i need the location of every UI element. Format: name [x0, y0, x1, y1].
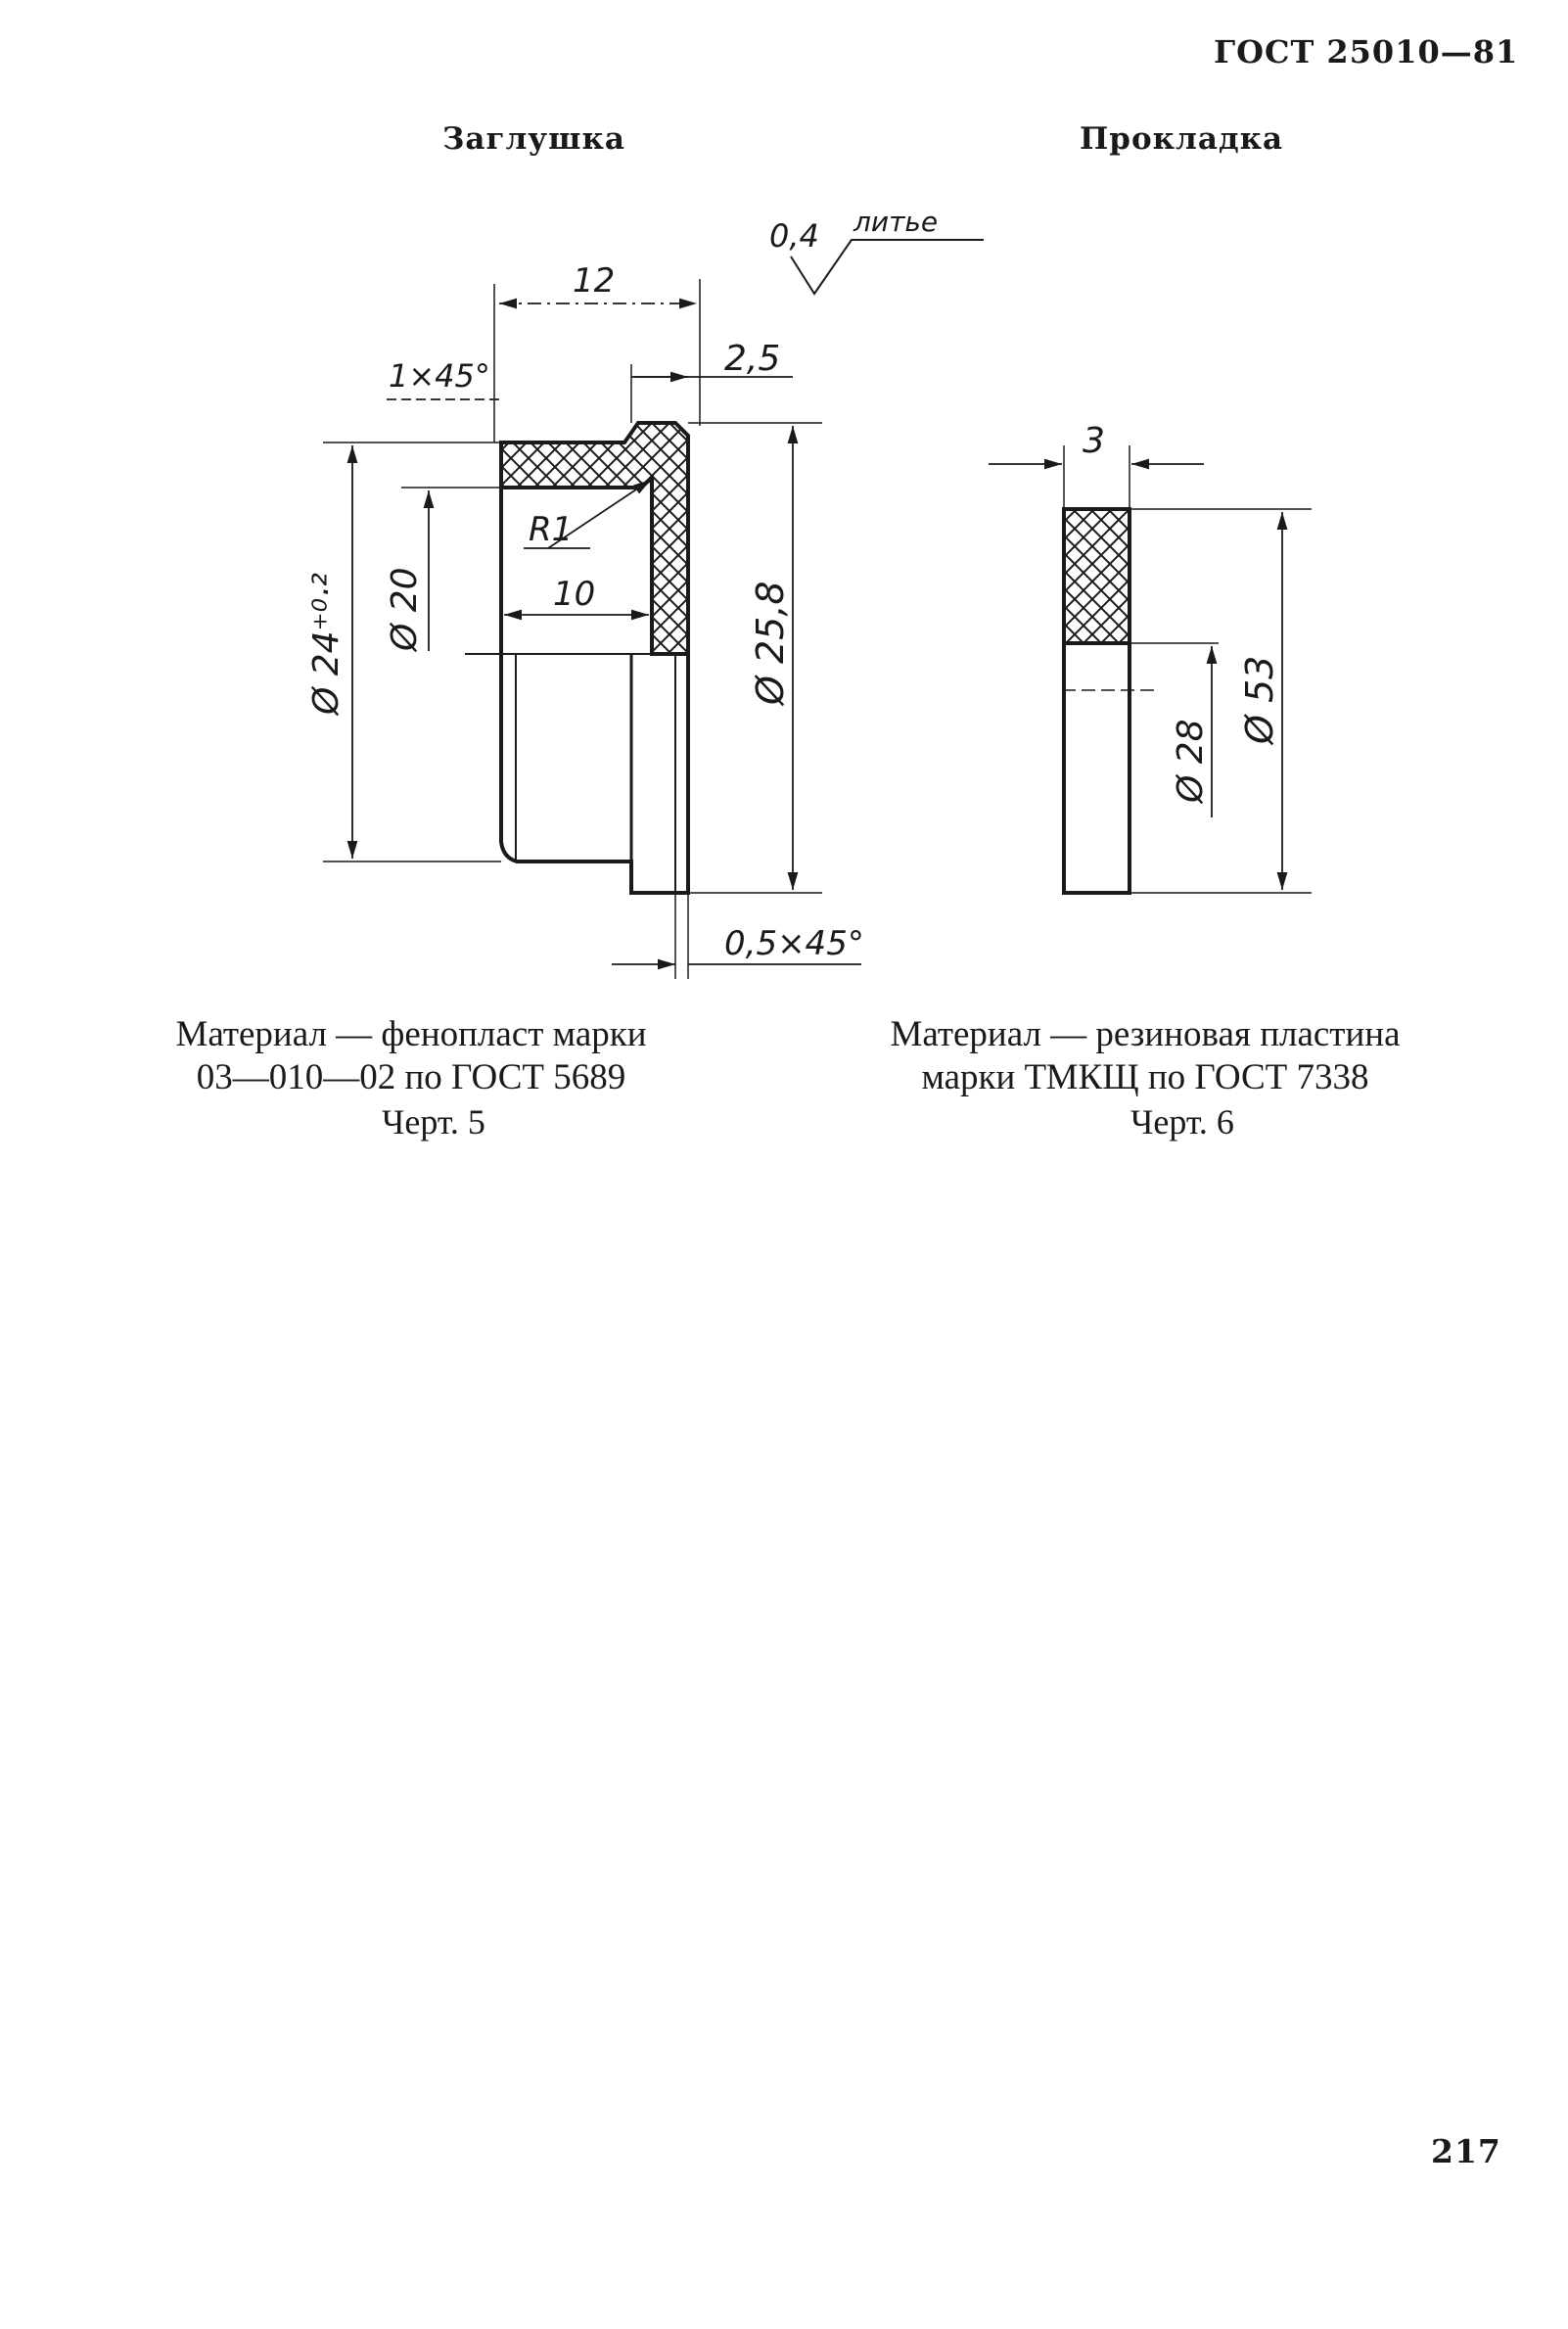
material-line-1: Материал — резиновая пластина [890, 1014, 1401, 1054]
roughness-note: литье [853, 206, 939, 238]
figure-title-plug: Заглушка [442, 121, 625, 157]
gasket-section-hatch [1064, 509, 1130, 643]
figure-title-gasket: Прокладка [1080, 121, 1284, 157]
dim-dia-28: Ø 28 [1171, 719, 1211, 803]
caption-fig6: Черт. 6 [1130, 1102, 1234, 1141]
dim-dia-53: Ø 53 [1238, 655, 1281, 744]
material-note-gasket [852, 1013, 1439, 1099]
dim-3: 3 [1083, 421, 1105, 461]
technical-drawing [0, 0, 1568, 999]
dim-chamfer: 1×45° [389, 357, 490, 395]
material-line-1: Материал — фенопласт марки [175, 1014, 647, 1054]
dim-10: 10 [553, 575, 596, 614]
gasket-outline [1064, 643, 1130, 893]
dim-2-5: 2,5 [724, 339, 781, 379]
roughness-symbol [791, 240, 984, 294]
dim-dia-20: Ø 20 [385, 567, 425, 651]
dim-dia-24: Ø 24⁺⁰·² [306, 573, 346, 715]
gasket-drawing [791, 240, 1312, 893]
material-note-plug [117, 1013, 705, 1099]
dim-dia-25-8: Ø 25,8 [749, 581, 792, 705]
material-line-2: марки ТМКЩ по ГОСТ 7338 [921, 1057, 1369, 1097]
roughness-value: 0,4 [769, 217, 819, 255]
dim-chamfer-small: 0,5×45° [724, 924, 864, 963]
dim-r1: R1 [529, 510, 574, 549]
page-number: 217 [1431, 2132, 1501, 2170]
material-line-2: 03—010—02 по ГОСТ 5689 [196, 1057, 626, 1097]
standard-header: ГОСТ 25010—81 [1214, 33, 1519, 70]
caption-fig5: Черт. 5 [382, 1102, 485, 1141]
dim-12: 12 [573, 261, 616, 301]
